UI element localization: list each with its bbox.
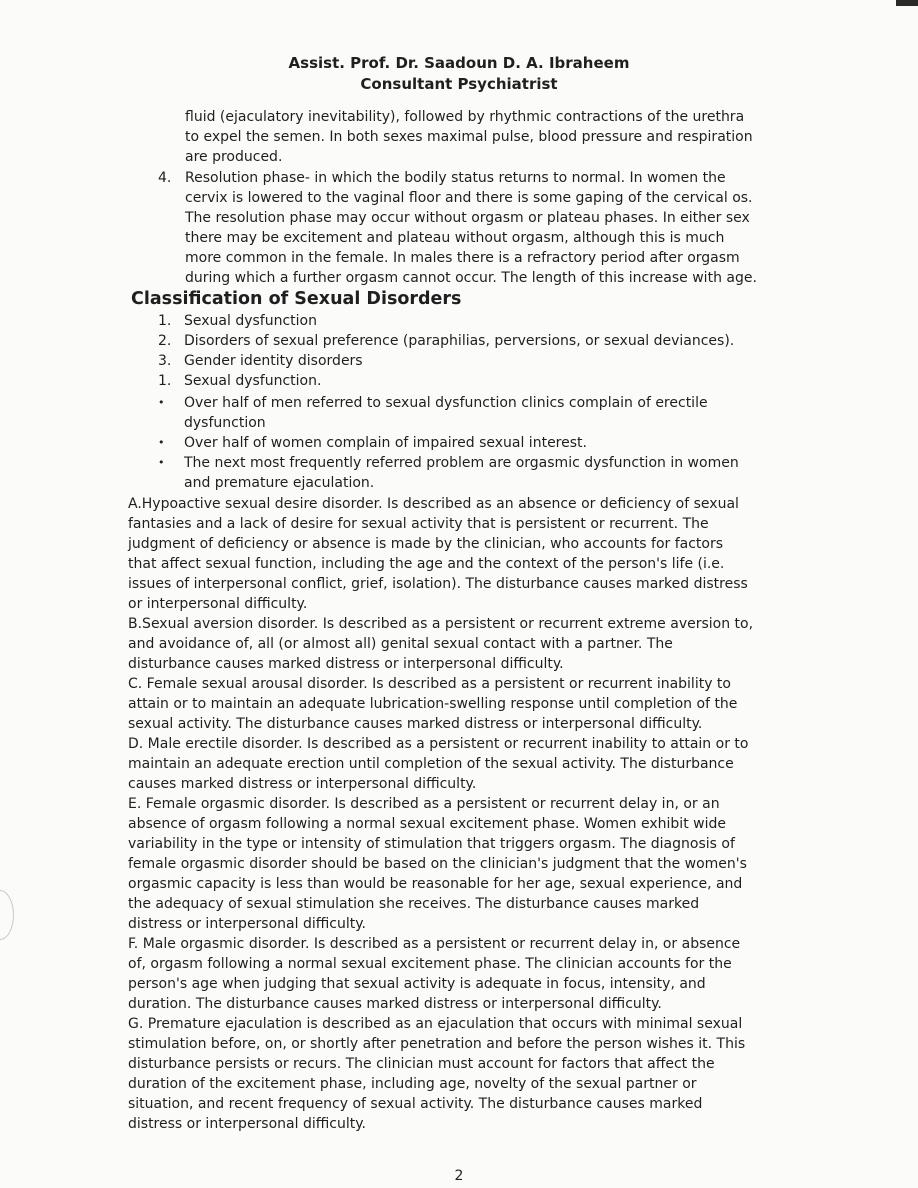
scan-punch-hole-mark bbox=[0, 890, 14, 940]
list-number: 1. bbox=[158, 373, 172, 389]
paragraph-female-orgasmic: E. Female orgasmic disorder. Is described as a persistent or recurrent delay in, or an absence of orgasm following a normal sexual excitement phase. Women exhibit wide variability in the type or intensity of stimulation that triggers orgasm. The diagnosis of female orgasmic disorder should be based on the clinician's judgment that the women's orgasmic capacity is less than would be reasonable for her age, sexual experience, and the adequacy of sexual stimulation she receives. The disturbance causes marked distress or interpersonal difficulty. bbox=[128, 796, 747, 932]
list-number: 2. bbox=[158, 333, 172, 349]
bullet-item bbox=[158, 453, 748, 493]
bullet-item bbox=[158, 393, 748, 433]
list-number: 1. bbox=[158, 313, 172, 329]
phase-4-text: Resolution phase- in which the bodily status returns to normal. In women the cervix is lowered to the vaginal floor and there is some gaping of the cervical os. The resolution phase may occur without orgasm or plateau phases. In either sex there may be excitement and plateau without orgasm, although this is much more common in the female. In males there is a refractory period after orgasm during which a further orgasm cannot occur. The length of this increase with age. bbox=[185, 170, 757, 286]
page-number: 2 bbox=[454, 1168, 464, 1184]
list-number: 3. bbox=[158, 353, 172, 369]
bullet-text: Over half of women complain of impaired sexual interest. bbox=[184, 435, 587, 451]
phase-4-number: 4. bbox=[158, 170, 172, 186]
bullet-icon: • bbox=[158, 396, 165, 409]
bullet-text: The next most frequently referred problem are orgasmic dysfunction in women and premature ejaculation. bbox=[184, 455, 739, 491]
paragraph-hypoactive-desire: A.Hypoactive sexual desire disorder. Is described as an absence or deficiency of sexual fantasies and a lack of desire for sexual activity that is persistent or recurrent. The judgment of deficiency or absence is made by the clinician, who accounts for factors that affect sexual function, including the age and the context of the person's life (i.e. issues of interpersonal conflict, grief, isolation). The disturbance causes marked distress or interpersonal difficulty. bbox=[128, 496, 748, 612]
list-text: Sexual dysfunction bbox=[184, 313, 317, 329]
author-name: Assist. Prof. Dr. Saadoun D. A. Ibraheem bbox=[288, 54, 630, 72]
paragraph-premature-ejaculation: G. Premature ejaculation is described as an ejaculation that occurs with minimal sexual stimulation before, on, or shortly after penetration and before the person wishes it. This disturbance persists or recurs. The clinician must account for factors that affect the duration of the excitement phase, including age, novelty of the sexual partner or situation, and recent frequency of sexual activity. The disturbance causes marked distress or interpersonal difficulty. bbox=[128, 1016, 746, 1132]
page-header bbox=[0, 53, 918, 95]
list-text: Sexual dysfunction. bbox=[184, 373, 322, 389]
classification-list bbox=[158, 311, 758, 391]
disorders-body bbox=[128, 494, 754, 1134]
list-item bbox=[158, 371, 758, 391]
list-text: Gender identity disorders bbox=[184, 353, 363, 369]
continuation-text: fluid (ejaculatory inevitability), followed by rhythmic contractions of the urethra to expel the semen. In both sexes maximal pulse, blood pressure and respiration are produced. bbox=[185, 109, 753, 165]
paragraph-female-arousal: C. Female sexual arousal disorder. Is described as a persistent or recurrent inability to attain or to maintain an adequate lubrication-swelling response until completion of the sexual activity. The disturbance causes marked distress or interpersonal difficulty. bbox=[128, 676, 738, 732]
list-item bbox=[158, 331, 758, 351]
bullet-icon: • bbox=[158, 456, 165, 469]
list-item bbox=[158, 351, 758, 371]
bullet-text: Over half of men referred to sexual dysfunction clinics complain of erectile dysfunction bbox=[184, 395, 708, 431]
scan-corner-mark bbox=[896, 0, 918, 6]
list-text: Disorders of sexual preference (paraphilias, perversions, or sexual deviances). bbox=[184, 333, 735, 349]
list-item bbox=[158, 311, 758, 331]
phase-4-item bbox=[158, 168, 758, 288]
paragraph-male-erectile: D. Male erectile disorder. Is described as a persistent or recurrent inability to attain or to maintain an adequate erection until completion of the sexual activity. The disturbance causes marked distress or interpersonal difficulty. bbox=[128, 736, 749, 792]
bullet-icon: • bbox=[158, 436, 165, 449]
paragraph-male-orgasmic: F. Male orgasmic disorder. Is described as a persistent or recurrent delay in, or absence of, orgasm following a normal sexual excitement phase. The clinician accounts for the person's age when judging that sexual activity is adequate in focus, intensity, and duration. The disturbance causes marked distress or interpersonal difficulty. bbox=[128, 936, 741, 1012]
bullet-list bbox=[158, 393, 748, 493]
author-role: Consultant Psychiatrist bbox=[360, 75, 558, 93]
section-heading: Classification of Sexual Disorders bbox=[131, 289, 462, 309]
bullet-item bbox=[158, 433, 748, 453]
paragraph-sexual-aversion: B.Sexual aversion disorder. Is described as a persistent or recurrent extreme aversion to, and avoidance of, all (or almost all) genital sexual contact with a partner. The disturbance causes marked distress or interpersonal difficulty. bbox=[128, 616, 754, 672]
